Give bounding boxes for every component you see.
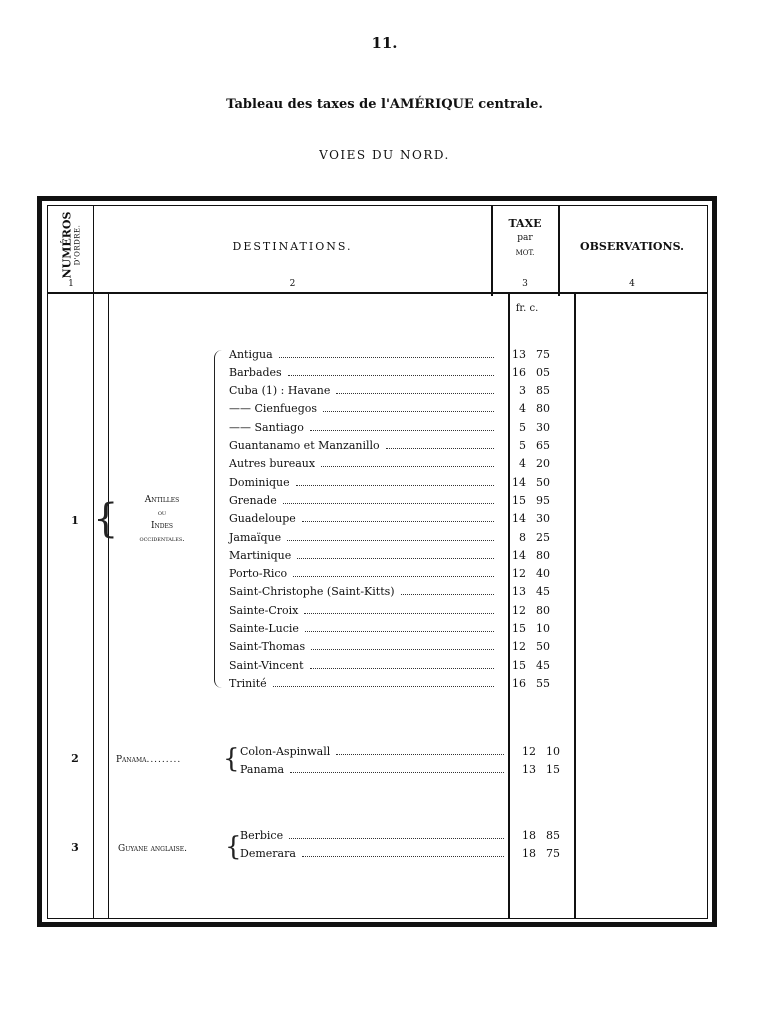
taxe-centimes: 15 (546, 762, 560, 776)
table-row (240, 742, 560, 760)
taxe-centimes: 85 (546, 828, 560, 842)
group-brace: { (223, 744, 240, 774)
destination-name: Cuba (1) : Havane (229, 384, 331, 398)
taxe-centimes: 50 (536, 475, 550, 489)
group-brace: { (93, 496, 119, 542)
taxe-francs: 14 (512, 512, 526, 526)
region-line: Antilles (144, 495, 180, 505)
table-row (229, 345, 550, 363)
destination-name: Martinique (229, 548, 292, 562)
leader-dots (386, 448, 494, 449)
table-row (229, 400, 550, 418)
leader-dots (302, 521, 494, 522)
taxe-centimes: 80 (536, 402, 550, 416)
taxe-francs: 16 (512, 676, 526, 690)
leader-dots (279, 357, 494, 358)
taxe-francs: 18 (522, 828, 536, 842)
units-label: fr. c. (515, 303, 539, 314)
destination-name: Autres bureaux (229, 457, 316, 471)
region-antilles (112, 494, 212, 546)
destination-name: Guadeloupe (229, 512, 296, 526)
page-number: 11. (371, 34, 398, 52)
table-row (240, 826, 560, 844)
table-row (229, 528, 550, 546)
taxe-francs: 5 (519, 439, 526, 452)
region-line: occidentales. (139, 535, 185, 543)
destination-name: Saint-Christophe (Saint-Kitts) (229, 585, 395, 599)
page-title: Tableau des taxes de l'AMÉRIQUE centrale. (226, 97, 543, 112)
region-line: Indes (150, 521, 174, 531)
leader-dots (287, 540, 494, 541)
taxe-francs: 18 (522, 846, 536, 860)
table-row (229, 491, 550, 509)
table-row (229, 565, 550, 583)
destination-name: Dominique (229, 475, 290, 489)
taxe-centimes: 50 (536, 640, 550, 654)
taxe-centimes: 20 (536, 457, 550, 471)
destination-name: Saint-Thomas (229, 640, 306, 654)
leader-dots (288, 375, 494, 376)
table-row (229, 382, 550, 400)
destination-name: Jamaïque (229, 530, 282, 544)
header-destinations: DESTINATIONS. (232, 240, 353, 253)
taxe-francs: 13 (512, 585, 526, 599)
taxe-francs: 12 (522, 744, 536, 758)
table-row (229, 437, 550, 455)
column-number-3: 3 (522, 279, 528, 289)
leader-dots (304, 613, 494, 614)
leader-dots (336, 393, 494, 394)
column-rule-3 (574, 294, 576, 918)
taxe-centimes: 30 (536, 420, 550, 434)
destination-name: —— Cienfuegos (229, 402, 317, 416)
leader-dots (302, 856, 504, 857)
column-rule-1 (93, 206, 94, 918)
header-mot-label: MOT. (515, 249, 535, 257)
destination-name: Guantanamo et Manzanillo (229, 439, 380, 452)
taxe-centimes: 65 (536, 439, 550, 452)
column-rule-3-header (558, 206, 560, 296)
page-subtitle: VOIES DU NORD. (319, 148, 450, 162)
region-panama: Panama......... (116, 755, 182, 765)
column-number-2: 2 (289, 279, 296, 289)
header-taxe-label: TAXE (508, 217, 542, 230)
destination-name: Sainte-Lucie (229, 622, 299, 635)
region-line: Guyane anglaise (118, 844, 185, 854)
taxe-francs: 15 (512, 622, 526, 635)
leader-dots (401, 594, 494, 595)
taxe-centimes: 10 (546, 744, 560, 758)
leader-dots (297, 558, 494, 559)
destination-name: Berbice (240, 828, 284, 842)
leader-dots (273, 686, 494, 687)
taxe-centimes: 30 (536, 512, 550, 526)
table-row (229, 620, 550, 638)
destination-name: Barbades (229, 365, 282, 379)
header-numeros (50, 210, 92, 280)
taxe-francs: 15 (512, 493, 526, 507)
leader-dots (296, 485, 494, 486)
destination-name: Porto-Rico (229, 567, 288, 581)
taxe-francs: 13 (512, 347, 526, 361)
table-row (229, 656, 550, 674)
taxe-francs: 12 (512, 567, 526, 581)
taxe-francs: 8 (519, 530, 526, 544)
taxe-centimes: 40 (536, 567, 550, 581)
leader-dots (336, 754, 504, 755)
header-rule (48, 292, 707, 294)
table-row (229, 510, 550, 528)
table-row (229, 473, 550, 491)
leader-dots (310, 668, 494, 669)
group-number: 3 (71, 841, 79, 854)
taxe-centimes: 55 (536, 676, 550, 690)
taxe-centimes: 80 (536, 603, 550, 617)
table-row (240, 760, 560, 778)
table-row (229, 601, 550, 619)
destination-name: Demerara (240, 846, 296, 860)
taxe-francs: 4 (519, 402, 526, 416)
taxe-francs: 12 (512, 640, 526, 654)
table-row (229, 455, 550, 473)
leader-dots (305, 631, 494, 632)
group-brace: { (225, 832, 242, 862)
region-guyane: Guyane anglaise. (118, 844, 187, 854)
table-row (229, 674, 550, 692)
region-line: ou (157, 509, 167, 517)
taxe-francs: 15 (512, 658, 526, 672)
destination-name: Panama (240, 762, 285, 776)
destination-name: Sainte-Croix (229, 603, 299, 617)
leader-dots (283, 503, 494, 504)
table-row (229, 418, 550, 436)
column-rule-1b (108, 294, 109, 918)
destination-name: Grenade (229, 493, 277, 507)
table-row (229, 583, 550, 601)
taxe-francs: 4 (519, 457, 526, 471)
leader-dots (293, 576, 494, 577)
destination-name: Colon-Aspinwall (240, 744, 331, 758)
table-row (229, 546, 550, 564)
group-brace-large (214, 350, 225, 688)
taxe-centimes: 85 (536, 384, 550, 398)
taxe-francs: 3 (519, 384, 526, 398)
header-taxe (493, 216, 557, 261)
taxe-centimes: 75 (546, 846, 560, 860)
destination-name: —— Santiago (229, 420, 304, 434)
header-dordre-label: D'ORDRE. (73, 224, 82, 266)
leader-dots (311, 649, 494, 650)
taxe-centimes: 05 (536, 365, 550, 379)
taxe-francs: 16 (512, 365, 526, 379)
leader-dots (323, 411, 494, 412)
taxe-centimes: 75 (536, 347, 550, 361)
taxe-francs: 5 (519, 420, 526, 434)
leader-dots (321, 466, 494, 467)
destination-name: Saint-Vincent (229, 658, 304, 672)
column-number-4: 4 (629, 279, 635, 289)
header-observations: OBSERVATIONS. (580, 240, 684, 253)
leader-dots (290, 772, 504, 773)
table-row (229, 638, 550, 656)
destination-name: Trinité (229, 676, 267, 690)
taxe-centimes: 45 (536, 658, 550, 672)
header-par-label: par (517, 233, 533, 243)
taxe-centimes: 45 (536, 585, 550, 599)
leader-dots (289, 838, 504, 839)
taxe-francs: 14 (512, 475, 526, 489)
taxe-francs: 13 (522, 762, 536, 776)
leader-dots (310, 430, 494, 431)
taxe-centimes: 80 (536, 548, 550, 562)
table-row (240, 844, 560, 862)
taxe-centimes: 10 (536, 622, 550, 635)
region-line: Panama (116, 755, 147, 765)
column-number-1: 1 (68, 279, 74, 289)
destination-name: Antigua (229, 347, 273, 361)
table-row (229, 363, 550, 381)
taxe-francs: 12 (512, 603, 526, 617)
taxe-centimes: 95 (536, 493, 550, 507)
group-number: 2 (71, 752, 79, 765)
group-number: 1 (71, 514, 79, 527)
taxe-centimes: 25 (536, 530, 550, 544)
header-numeros-label: NUMÉROS (60, 211, 74, 279)
taxe-francs: 14 (512, 548, 526, 562)
